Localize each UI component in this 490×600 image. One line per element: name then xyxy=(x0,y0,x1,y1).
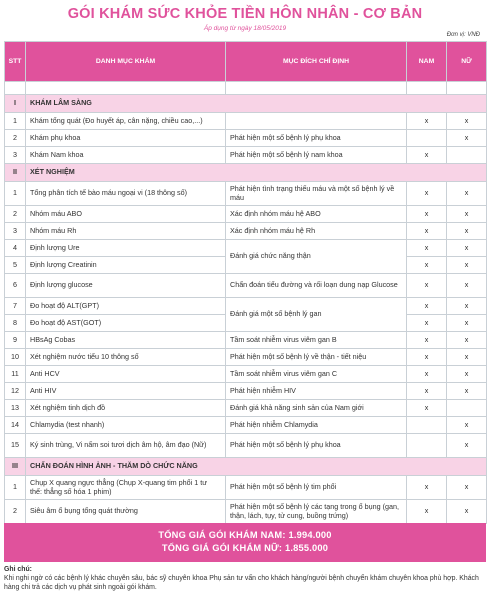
row-female-mark: x xyxy=(447,240,487,257)
row-stt: 6 xyxy=(5,274,26,298)
row-purpose: Xác định nhóm máu hệ Rh xyxy=(226,223,407,240)
row-female-mark: x xyxy=(447,130,487,147)
row-male-mark: x xyxy=(407,257,447,274)
table-row xyxy=(5,206,487,223)
row-item: Anti HIV xyxy=(26,383,226,400)
row-female-mark: x xyxy=(447,476,487,500)
header-purpose: MỤC ĐÍCH CHỈ ĐỊNH xyxy=(226,42,407,82)
notes-text: Khi nghi ngờ có các bệnh lý khác chuyên sâu, bác sỹ chuyên khoa Phụ sản tư vấn cho khách hàng/người bệnh chuyển khám chuyên khoa phù hợp. Khách hàng chi trả các dịch vụ phát sinh ngoài gói khám. xyxy=(4,574,479,591)
table-header-row xyxy=(5,42,487,82)
row-female-mark xyxy=(447,400,487,417)
row-female-mark: x xyxy=(447,349,487,366)
row-female-mark: x xyxy=(447,366,487,383)
row-item: Khám phụ khoa xyxy=(26,130,226,147)
row-item: Nhóm máu ABO xyxy=(26,206,226,223)
row-purpose: Phát hiện một số bệnh lý tim phổi xyxy=(226,476,407,500)
row-item: Xét nghiệm tinh dịch đồ xyxy=(26,400,226,417)
section-number: I xyxy=(5,95,26,113)
row-item: Khám Nam khoa xyxy=(26,147,226,164)
row-purpose: Chẩn đoán tiểu đường và rối loạn dung nạp Glucose xyxy=(226,274,407,298)
row-male-mark: x xyxy=(407,400,447,417)
row-stt: 7 xyxy=(5,298,26,315)
section-row-imaging xyxy=(5,458,487,476)
row-item: Siêu âm ổ bụng tổng quát thường xyxy=(26,500,226,524)
table-row xyxy=(5,298,487,315)
row-female-mark: x xyxy=(447,332,487,349)
row-item: Khám tổng quát (Đo huyết áp, cân nặng, chiều cao,...) xyxy=(26,113,226,130)
currency-unit: Đơn vị: VNĐ xyxy=(446,32,480,38)
row-male-mark: x xyxy=(407,274,447,298)
row-male-mark: x xyxy=(407,240,447,257)
row-item: Nhóm máu Rh xyxy=(26,223,226,240)
table-row xyxy=(5,383,487,400)
row-item: Anti HCV xyxy=(26,366,226,383)
notes-section xyxy=(4,566,486,593)
table-row xyxy=(5,366,487,383)
row-item: HBsAg Cobas xyxy=(26,332,226,349)
row-stt: 10 xyxy=(5,349,26,366)
row-purpose: Đánh giá một số bệnh lý gan xyxy=(226,298,407,332)
table-row xyxy=(5,182,487,206)
row-male-mark: x xyxy=(407,182,447,206)
spacer-row xyxy=(5,82,487,95)
row-male-mark: x xyxy=(407,366,447,383)
notes-label: Ghi chú: xyxy=(4,566,32,573)
table-row xyxy=(5,476,487,500)
row-item: Ký sinh trùng, Vi nấm soi tươi dịch âm hộ, âm đạo (Nữ) xyxy=(26,434,226,458)
table-row xyxy=(5,417,487,434)
row-male-mark: x xyxy=(407,223,447,240)
row-male-mark: x xyxy=(407,349,447,366)
section-title: KHÁM LÂM SÀNG xyxy=(26,95,487,113)
row-stt: 11 xyxy=(5,366,26,383)
row-female-mark: x xyxy=(447,257,487,274)
row-stt: 3 xyxy=(5,223,26,240)
row-stt: 2 xyxy=(5,206,26,223)
row-female-mark: x xyxy=(447,113,487,130)
header-item: DANH MỤC KHÁM xyxy=(26,42,226,82)
table-row xyxy=(5,274,487,298)
row-purpose: Xác định nhóm máu hệ ABO xyxy=(226,206,407,223)
table-row xyxy=(5,130,487,147)
row-stt: 5 xyxy=(5,257,26,274)
table-row xyxy=(5,147,487,164)
row-item: Chụp X quang ngực thẳng (Chụp X-quang tim phổi 1 tư thế: thẳng số hóa 1 phim) xyxy=(26,476,226,500)
row-female-mark: x xyxy=(447,417,487,434)
total-price-band xyxy=(4,523,486,562)
row-purpose: Phát hiện một số bệnh lý về thận - tiết niệu xyxy=(226,349,407,366)
row-male-mark: x xyxy=(407,383,447,400)
row-female-mark: x xyxy=(447,206,487,223)
header-female: NỮ xyxy=(447,42,487,82)
row-purpose: Tầm soát nhiễm virus viêm gan C xyxy=(226,366,407,383)
row-female-mark: x xyxy=(447,182,487,206)
row-stt: 9 xyxy=(5,332,26,349)
row-female-mark xyxy=(447,147,487,164)
row-male-mark xyxy=(407,417,447,434)
row-female-mark: x xyxy=(447,223,487,240)
page-title: GÓI KHÁM SỨC KHỎE TIỀN HÔN NHÂN - CƠ BẢN xyxy=(67,6,423,22)
row-item: Đo hoạt độ ALT(GPT) xyxy=(26,298,226,315)
row-purpose: Đánh giá chức năng thận xyxy=(226,240,407,274)
section-number: III xyxy=(5,458,26,476)
row-male-mark: x xyxy=(407,113,447,130)
row-male-mark xyxy=(407,434,447,458)
header-male: NAM xyxy=(407,42,447,82)
row-purpose: Đánh giá khả năng sinh sản của Nam giới xyxy=(226,400,407,417)
row-item: Xét nghiệm nước tiểu 10 thông số xyxy=(26,349,226,366)
row-stt: 13 xyxy=(5,400,26,417)
row-stt: 1 xyxy=(5,113,26,130)
table-row xyxy=(5,223,487,240)
total-price-male: TỔNG GIÁ GÓI KHÁM NAM: 1.994.000 xyxy=(158,530,332,540)
row-purpose: Phát hiện một số bệnh lý phụ khoa xyxy=(226,130,407,147)
row-purpose: Phát hiện nhiễm Chlamydia xyxy=(226,417,407,434)
section-row-lab-tests xyxy=(5,164,487,182)
table-row xyxy=(5,113,487,130)
row-male-mark: x xyxy=(407,147,447,164)
row-item: Đo hoạt độ AST(GOT) xyxy=(26,315,226,332)
row-item: Định lượng glucose xyxy=(26,274,226,298)
row-stt: 14 xyxy=(5,417,26,434)
table-row xyxy=(5,500,487,524)
row-female-mark: x xyxy=(447,434,487,458)
row-stt: 1 xyxy=(5,182,26,206)
row-male-mark: x xyxy=(407,500,447,524)
section-row-clinical xyxy=(5,95,487,113)
row-purpose: Phát hiện một số bệnh lý phụ khoa xyxy=(226,434,407,458)
row-stt: 2 xyxy=(5,130,26,147)
section-title: XÉT NGHIỆM xyxy=(26,164,487,182)
table-row xyxy=(5,349,487,366)
row-female-mark: x xyxy=(447,383,487,400)
row-purpose xyxy=(226,113,407,130)
row-item: Định lượng Creatinin xyxy=(26,257,226,274)
row-item: Chlamydia (test nhanh) xyxy=(26,417,226,434)
row-purpose: Phát hiện nhiễm HIV xyxy=(226,383,407,400)
row-purpose: Tầm soát nhiễm virus viêm gan B xyxy=(226,332,407,349)
row-male-mark: x xyxy=(407,315,447,332)
table-row xyxy=(5,434,487,458)
row-stt: 12 xyxy=(5,383,26,400)
header-stt: STT xyxy=(5,42,26,82)
section-title: CHẨN ĐOÁN HÌNH ẢNH - THĂM DÒ CHỨC NĂNG xyxy=(26,458,487,476)
row-male-mark: x xyxy=(407,298,447,315)
row-female-mark: x xyxy=(447,315,487,332)
section-number: II xyxy=(5,164,26,182)
row-female-mark: x xyxy=(447,298,487,315)
exam-package-table xyxy=(4,41,487,524)
total-price-female: TỔNG GIÁ GÓI KHÁM NỮ: 1.855.000 xyxy=(161,543,329,553)
table-row xyxy=(5,240,487,257)
row-female-mark: x xyxy=(447,274,487,298)
row-male-mark xyxy=(407,130,447,147)
row-stt: 8 xyxy=(5,315,26,332)
row-stt: 15 xyxy=(5,434,26,458)
row-stt: 3 xyxy=(5,147,26,164)
row-female-mark: x xyxy=(447,500,487,524)
row-stt: 2 xyxy=(5,500,26,524)
table-row xyxy=(5,400,487,417)
row-male-mark: x xyxy=(407,332,447,349)
row-purpose: Phát hiện tình trạng thiếu máu và một số bệnh lý về máu xyxy=(226,182,407,206)
row-male-mark: x xyxy=(407,206,447,223)
table-row xyxy=(5,332,487,349)
effective-date: Áp dụng từ ngày 18/05/2019 xyxy=(203,25,287,32)
row-item: Tổng phân tích tế bào máu ngoại vi (18 thông số) xyxy=(26,182,226,206)
row-stt: 1 xyxy=(5,476,26,500)
row-item: Định lượng Ure xyxy=(26,240,226,257)
row-stt: 4 xyxy=(5,240,26,257)
row-purpose: Phát hiện một số bệnh lý các tạng trong ổ bụng (gan, thận, lách, tụy, tử cung, buồng trứng) xyxy=(226,500,407,524)
row-male-mark: x xyxy=(407,476,447,500)
row-purpose: Phát hiện một số bệnh lý nam khoa xyxy=(226,147,407,164)
